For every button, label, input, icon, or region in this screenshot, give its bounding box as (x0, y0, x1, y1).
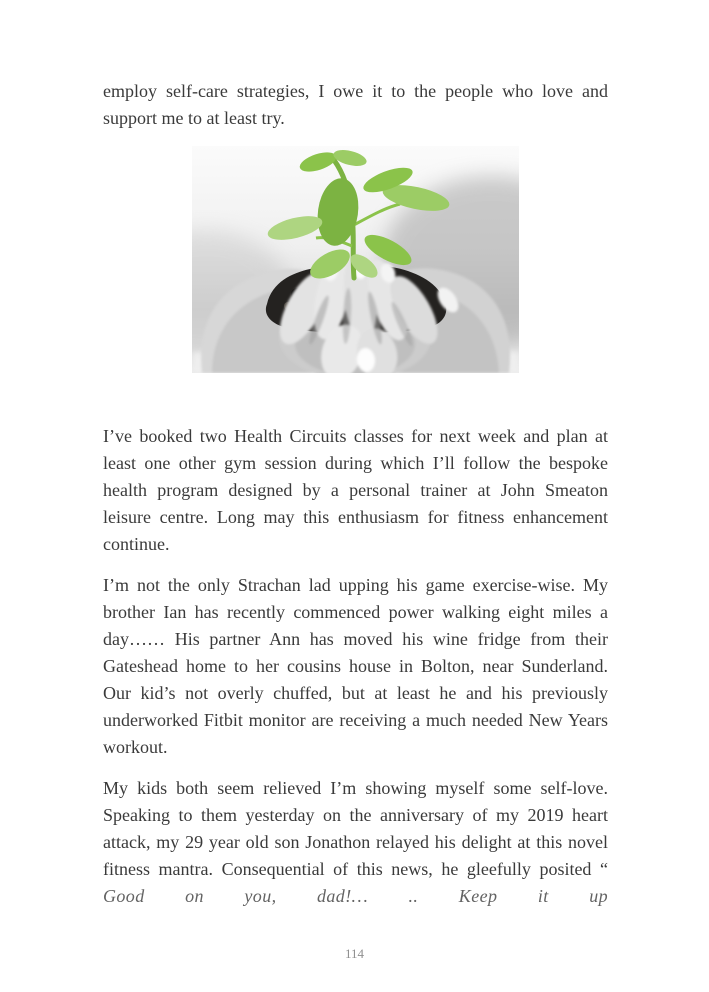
figure-hands-seedling (192, 146, 519, 373)
paragraph-4 (103, 775, 608, 910)
paragraph-4-lead-text: My kids both seem relieved I’m showing myself some self-love. Speaking to them yesterday on the anniversary of my 2019 heart attack, my 29 year old son Jonathon relayed his delight at this novel fitness mantra. Consequential of this news, he gleefully posited “ (103, 778, 608, 879)
paragraph-3: I’m not the only Strachan lad upping his game exercise-wise. My brother Ian has recently commenced power walking eight miles a day…… His partner Ann has moved his wine fridge from their Gateshead home to her cousins house in Bolton, near Sunderland. Our kid’s not overly chuffed, but at least he and his previously underworked Fitbit monitor are receiving a much needed New Years workout. (103, 575, 608, 757)
paragraph-1: employ self-care strategies, I owe it to the people who love and support me to at least try. (103, 81, 608, 128)
page-number: 114 (344, 946, 365, 961)
paragraph-2: I’ve booked two Health Circuits classes for next week and plan at least one other gym session during which I’ll follow the bespoke health program designed by a personal trainer at John Smeaton leisure centre. Long may this enthusiasm for fitness enhancement continue. (103, 426, 608, 554)
paragraph-4-italic-quote: Good on you, dad!… .. Keep it up (103, 886, 608, 906)
hands-holding-seedling-photo (192, 146, 519, 373)
